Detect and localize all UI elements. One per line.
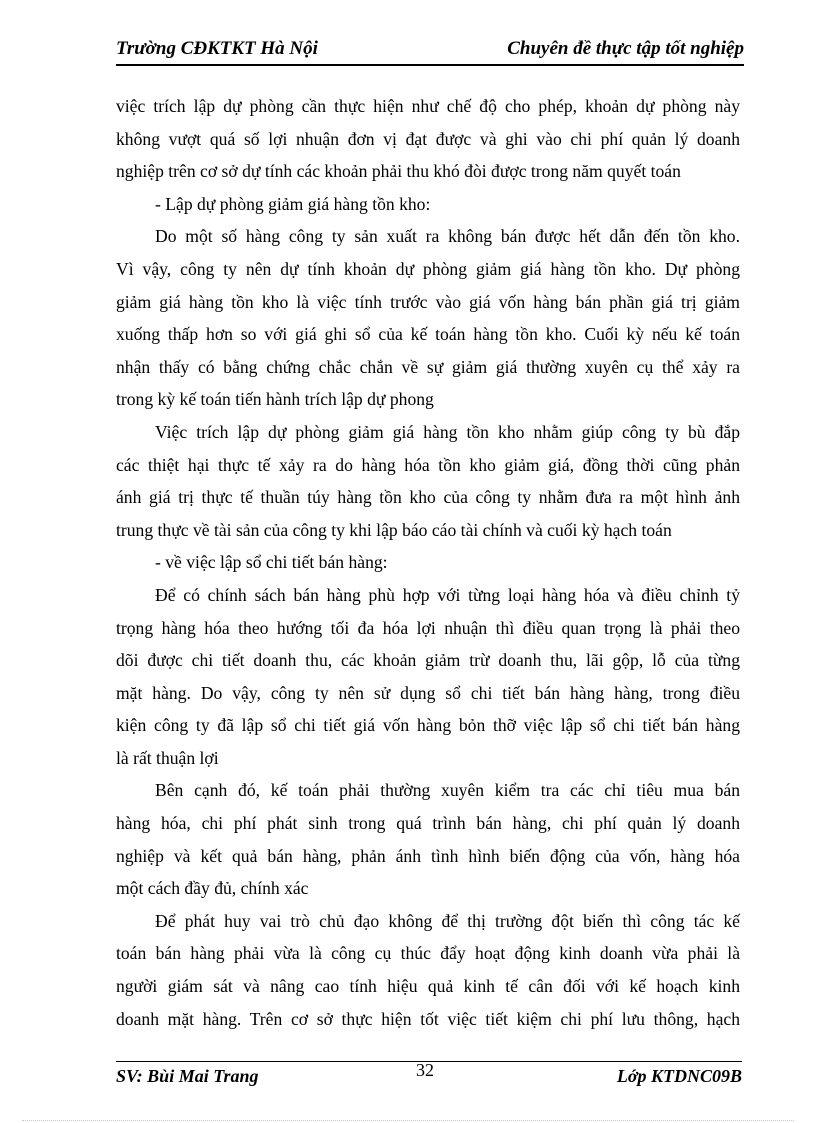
text-line: ánh giá trị thực tế thuần túy hàng tồn kho của công ty nhằm đưa ra một hình ảnh <box>116 487 740 508</box>
text-line: nghiệp và kết quả bán hàng, phản ánh tình hình biến động của vốn, hàng hóa <box>116 845 740 866</box>
text-line: một cách đầy đủ, chính xác <box>116 878 309 899</box>
body-text <box>116 90 740 1035</box>
text-line: trung thực về tài sản của công ty khi lập báo cáo tài chính và cuối kỳ hạch toán <box>116 519 672 540</box>
page-bottom-edge <box>22 1120 794 1121</box>
text-line: trong kỳ kế toán tiến hành trích lập dự phong <box>116 389 434 410</box>
section-heading: - Lập dự phòng giảm giá hàng tồn kho: <box>155 193 431 214</box>
header-school-name: Trường CĐKTKT Hà Nội <box>116 38 318 59</box>
footer-class-name: Lớp KTDNC09B <box>616 1066 742 1086</box>
text-line: Do một số hàng công ty sản xuất ra không bán được hết dẫn đến tồn kho. <box>155 226 740 247</box>
text-line: các thiệt hại thực tế xảy ra do hàng hóa tồn kho giảm giá, đồng thời cũng phản <box>116 454 740 475</box>
text-line: nghiệp trên cơ sở dự tính các khoản phải thu khó đòi được trong năm quyết toán <box>116 161 681 182</box>
text-line: doanh mặt hàng. Trên cơ sở thực hiện tốt việc tiết kiệm chi phí lưu thông, hạch <box>116 1008 740 1029</box>
text-line: xuống thấp hơn so với giá ghi sổ của kế toán hàng tồn kho. Cuối kỳ nếu kế toán <box>116 324 740 345</box>
text-line: mặt hàng. Do vậy, công ty nên sử dụng sổ chi tiết bán hàng hàng, trong điều <box>116 682 740 703</box>
text-line: toán bán hàng phải vừa là công cụ thúc đẩy hoạt động kinh doanh vừa phải là <box>116 943 740 964</box>
page-number: 32 <box>416 1060 434 1080</box>
text-line: trọng hàng hóa theo hướng tối đa hóa lợi nhuận thì điều quan trọng là phải theo <box>116 617 740 638</box>
text-line: Để có chính sách bán hàng phù hợp với từng loại hàng hóa và điều chỉnh tỷ <box>155 584 740 605</box>
page-header <box>116 38 744 66</box>
text-line: không vượt quá số lợi nhuận đơn vị đạt được và ghi vào chi phí quản lý doanh <box>116 128 740 149</box>
text-line: Để phát huy vai trò chủ đạo không để thị trường đột biến thì công tác kế <box>155 910 740 931</box>
text-line: việc trích lập dự phòng cần thực hiện như chế độ cho phép, khoản dự phòng này <box>116 96 740 116</box>
section-heading: - về việc lập sổ chi tiết bán hàng: <box>155 552 388 573</box>
footer-student-name: SV: Bùi Mai Trang <box>116 1066 259 1086</box>
header-report-title: Chuyên đề thực tập tốt nghiệp <box>507 38 744 59</box>
text-line: người giám sát và nâng cao tính hiệu quả kinh tế cân đối với kế hoạch kinh <box>116 976 740 997</box>
text-line: dõi được chi tiết doanh thu, các khoản giảm trừ doanh thu, lãi gộp, lỗ của từng <box>116 650 740 671</box>
page-footer <box>116 1060 742 1088</box>
text-line: nhận thấy có bằng chứng chắc chắn về sự giảm giá thường xuyên cụ thể xảy ra <box>116 356 740 377</box>
text-line: giảm giá hàng tồn kho là việc tính trước vào giá vốn hàng bán phần giá trị giảm <box>116 291 740 312</box>
text-line: kiện công ty đã lập sổ chi tiết giá vốn hàng bỏn thỡ việc lập sổ chi tiết bán hàng <box>116 715 740 736</box>
text-line: hàng hóa, chi phí phát sinh trong quá trình bán hàng, chi phí quản lý doanh <box>116 813 740 834</box>
text-line: Vì vậy, công ty nên dự tính khoản dự phòng giảm giá hàng tồn kho. Dự phòng <box>116 258 740 279</box>
text-line: Việc trích lập dự phòng giảm giá hàng tồn kho nhằm giúp công ty bù đắp <box>155 421 740 442</box>
text-line: Bên cạnh đó, kế toán phải thường xuyên kiểm tra các chỉ tiêu mua bán <box>155 780 740 801</box>
text-line: là rất thuận lợi <box>116 747 219 768</box>
